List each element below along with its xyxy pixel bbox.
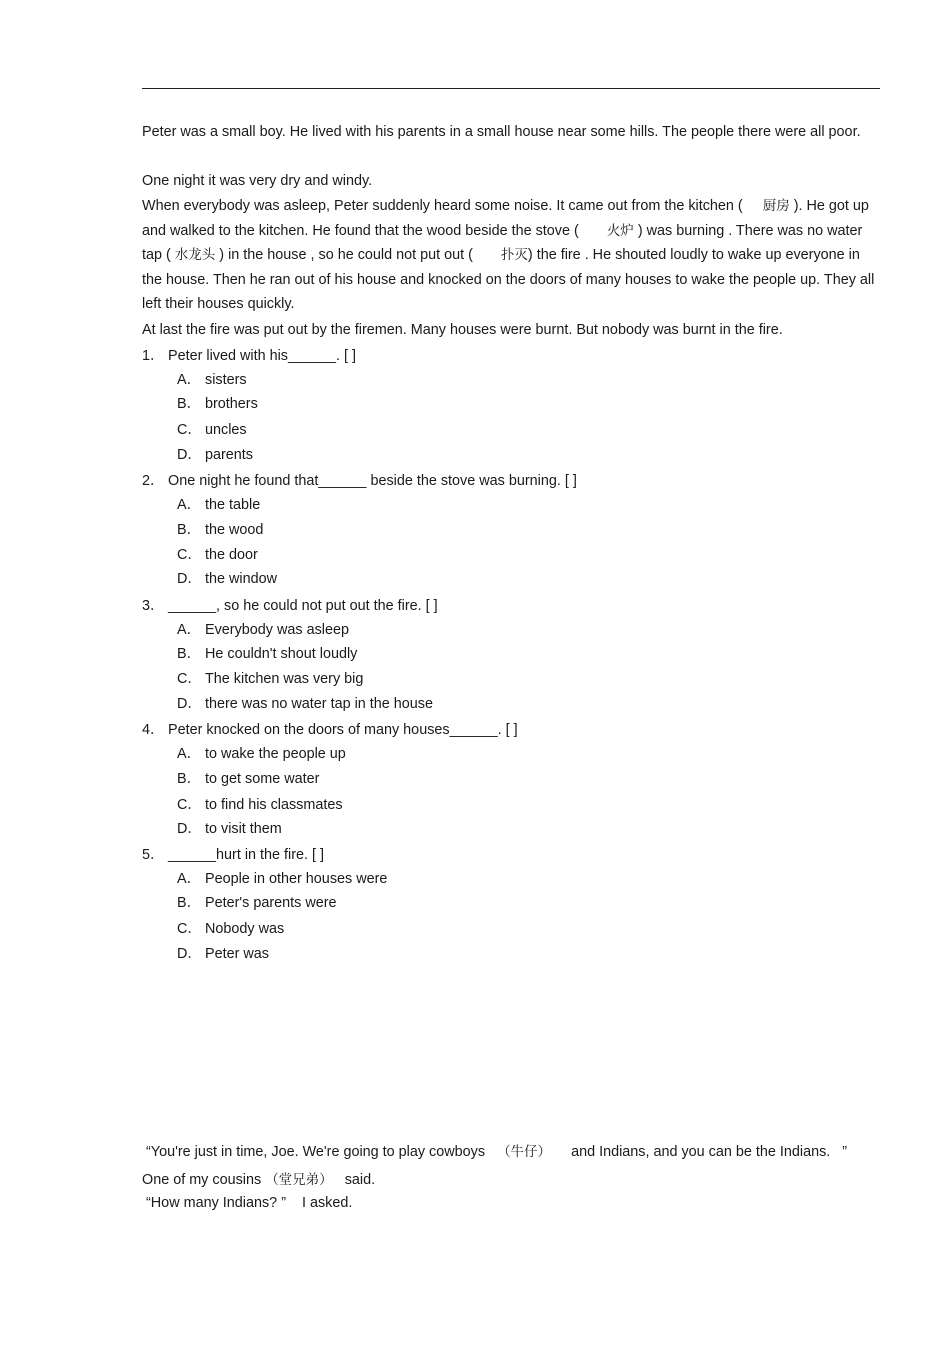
option-3d[interactable]	[177, 695, 433, 713]
option-3a[interactable]	[177, 621, 349, 639]
question-4	[142, 721, 518, 739]
option-letter: C．	[177, 921, 202, 937]
question-5	[142, 846, 324, 864]
chinese-gloss: 厨房	[762, 198, 790, 214]
option-letter: D．	[177, 447, 202, 463]
option-2a[interactable]	[177, 496, 260, 514]
option-text: Nobody was	[205, 921, 285, 937]
option-letter: A．	[177, 746, 201, 762]
passage-text: ) in the house , so he could not put out (	[219, 247, 473, 263]
option-letter: B．	[177, 522, 201, 538]
option-text: the table	[205, 497, 261, 513]
question-number: 3．	[142, 598, 165, 614]
option-4a[interactable]	[177, 745, 346, 763]
option-4c[interactable]	[177, 796, 343, 814]
option-text: parents	[205, 447, 253, 463]
option-text: He couldn't shout loudly	[205, 646, 358, 662]
question-1	[142, 347, 356, 365]
passage-paragraph-3	[142, 194, 882, 317]
passage-paragraph-1: Peter was a small boy. He lived with his parents in a small house near some hills. The people there were all poor.	[142, 124, 861, 140]
question-text: ______, so he could not put out the fire. [ ]	[168, 598, 438, 614]
option-2c[interactable]	[177, 546, 258, 564]
option-text: uncles	[205, 422, 247, 438]
option-letter: D．	[177, 821, 202, 837]
option-text: brothers	[205, 396, 258, 412]
passage-text: ) the fire . He shouted loudly to wake up everyone in the house. Then he ran out of his house and knocked on the doors of many houses to wake the people up. They all left their houses quickly.	[142, 247, 875, 312]
option-4b[interactable]	[177, 770, 319, 788]
option-letter: B．	[177, 646, 201, 662]
passage-text: and Indians, and you can be the Indians.	[571, 1144, 831, 1160]
option-5c[interactable]	[177, 920, 284, 938]
option-4d[interactable]	[177, 820, 282, 838]
passage-text: said.	[344, 1172, 376, 1188]
option-letter: D．	[177, 696, 202, 712]
passage-paragraph-4: At last the fire was put out by the firemen. Many houses were burnt. But nobody was burnt in the fire.	[142, 322, 783, 338]
chinese-gloss: 水龙头	[174, 247, 216, 263]
question-number: 4．	[142, 722, 165, 738]
option-letter: A．	[177, 622, 201, 638]
option-5d[interactable]	[177, 945, 269, 963]
option-letter: A．	[177, 871, 201, 887]
option-1b[interactable]	[177, 395, 258, 413]
option-1d[interactable]	[177, 446, 253, 464]
option-3b[interactable]	[177, 645, 357, 663]
question-text: One night he found that______ beside the stove was burning. [ ]	[168, 473, 577, 489]
option-text: Peter's parents were	[205, 895, 337, 911]
question-number: 5．	[142, 847, 165, 863]
option-2b[interactable]	[177, 521, 263, 539]
option-letter: C．	[177, 797, 202, 813]
option-text: the wood	[205, 522, 264, 538]
passage-paragraph-2: One night it was very dry and windy.	[142, 173, 373, 189]
option-letter: C．	[177, 547, 202, 563]
question-text: Peter lived with his______. [ ]	[168, 348, 356, 364]
header-rule	[142, 88, 880, 89]
question-3	[142, 597, 438, 615]
question-2	[142, 472, 577, 490]
option-letter: D．	[177, 946, 202, 962]
option-text: People in other houses were	[205, 871, 388, 887]
option-text: the window	[205, 571, 277, 587]
option-text: there was no water tap in the house	[205, 696, 433, 712]
passage-text: “You're just in time, Joe. We're going to play cowboys	[146, 1144, 486, 1160]
question-number: 2．	[142, 473, 165, 489]
question-number: 1．	[142, 348, 165, 364]
option-text: the door	[205, 547, 258, 563]
option-letter: A．	[177, 497, 201, 513]
option-text: to wake the people up	[205, 746, 346, 762]
chinese-gloss: （牛仔）	[497, 1144, 552, 1160]
option-5a[interactable]	[177, 870, 387, 888]
chinese-gloss: 扑灭	[500, 247, 528, 263]
option-letter: C．	[177, 422, 202, 438]
passage-text: “How many Indians?	[146, 1195, 278, 1211]
option-1c[interactable]	[177, 421, 247, 439]
option-letter: D．	[177, 571, 202, 587]
option-letter: B．	[177, 895, 201, 911]
option-3c[interactable]	[177, 670, 363, 688]
second-passage-line-1	[146, 1143, 847, 1161]
option-letter: B．	[177, 396, 201, 412]
option-text: Peter was	[205, 946, 269, 962]
passage-text: One of my cousins	[142, 1172, 262, 1188]
option-text: sisters	[205, 372, 247, 388]
option-2d[interactable]	[177, 570, 277, 588]
question-text: Peter knocked on the doors of many houses______. [ ]	[168, 722, 518, 738]
option-text: Everybody was asleep	[205, 622, 349, 638]
option-5b[interactable]	[177, 894, 337, 912]
second-passage-line-3	[146, 1194, 352, 1212]
option-1a[interactable]	[177, 371, 247, 389]
option-text: to find his classmates	[205, 797, 343, 813]
passage-text: I asked.	[301, 1195, 353, 1211]
option-letter: B．	[177, 771, 201, 787]
passage-text: ). He got up and walked to the kitchen. He found that the wood beside the stove (	[142, 198, 869, 239]
option-text: to get some water	[205, 771, 320, 787]
closing-quote: ”	[281, 1195, 286, 1211]
option-text: to visit them	[205, 821, 282, 837]
closing-quote: ”	[842, 1144, 848, 1160]
second-passage-line-2	[142, 1171, 375, 1189]
question-text: ______hurt in the fire. [ ]	[168, 847, 324, 863]
passage-text: ) was burning . There was no water tap (	[142, 222, 863, 263]
option-letter: C．	[177, 671, 202, 687]
option-letter: A．	[177, 372, 201, 388]
chinese-gloss: 火炉	[606, 222, 634, 239]
chinese-gloss: （堂兄弟）	[265, 1172, 333, 1188]
passage-text: When everybody was asleep, Peter suddenly heard some noise. It came out from the kitchen (	[142, 198, 743, 214]
option-text: The kitchen was very big	[205, 671, 364, 687]
